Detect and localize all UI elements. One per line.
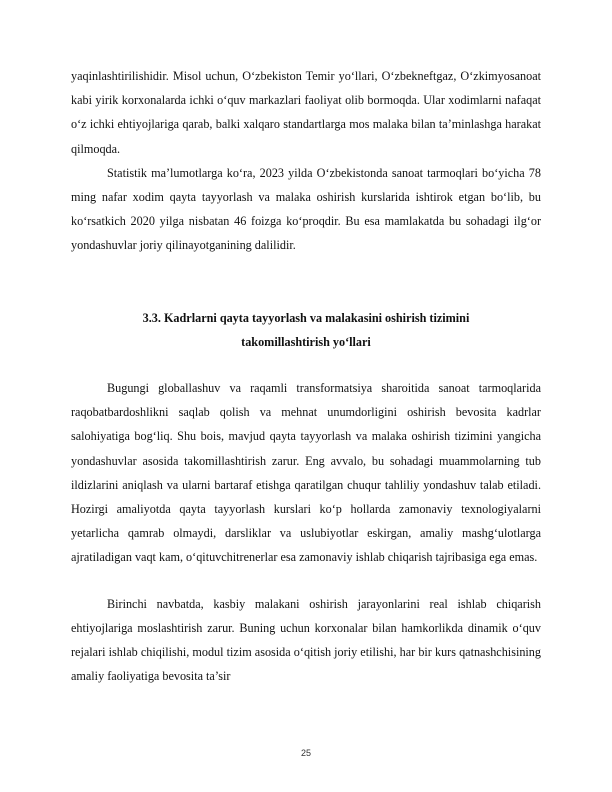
paragraph-first-priority: Birinchi navbatda, kasbiy malakani oshirish jarayonlarini real ishlab chiqarish ehtiyojlariga moslashtirish zarur. Buning uchun korxonalar bilan hamkorlikda dinamik o‘quv rejalari ishlab chiqilishi, modul tizim asosida o‘qitish joriy etilishi, har bir kurs qatnashchisining amaliy faoliyatiga bevosita ta’sir <box>71 596 541 684</box>
section-spacer <box>71 258 541 306</box>
page-content <box>71 64 541 688</box>
paragraph-globalization: Bugungi globallashuv va raqamli transformatsiya sharoitida sanoat tarmoqlarida raqobatbardoshlikni saqlab qolish va mehnat unumdorligini oshirish bevosita kadrlar salohiyatiga bog‘liq. Shu bois, mavjud qayta tayyorlash va malaka oshirish tizimini yangicha yondashuvlar asosida takomillashtirish zarur. Eng avvalo, bu sohadagi muammolarning tub ildizlarini aniqlash va ularni bartaraf etishga qaratilgan chuqur tahliliy yondashuv talab etiladi. Hozirgi amaliyotda qayta tayyorlash kurslari ko‘p hollarda zamonaviy texnologiyalarni yetarlicha qamrab olmaydi, darsliklar va uslubiyotlar eskirgan, amaliy mashg‘ulotlarga ajratiladigan vaqt kam, o‘qituvchitrenerlar esa zamonaviy ishlab chiqarish tajribasiga ega emas. <box>71 381 541 565</box>
section-title-line2: takomillashtirish yo‘llari <box>241 334 371 349</box>
section-title-line1: 3.3. Kadrlarni qayta tayyorlash va malakasini oshirish tizimini <box>142 310 470 325</box>
title-spacer <box>71 354 541 376</box>
section-title <box>71 306 541 354</box>
paragraph-spacer <box>71 570 541 592</box>
page-number: 25 <box>300 748 311 758</box>
paragraph-continued: yaqinlashtirilishidir. Misol uchun, O‘zbekiston Temir yo‘llari, O‘zbekneftgaz, O‘zkimyosanoat kabi yirik korxonalarda ichki o‘quv markazlari faoliyat olib bormoqda. Ular xodimlarni nafaqat o‘z ichki ehtiyojlariga qarab, balki xalqaro standartlarga mos malaka bilan ta’minlashga harakat qilmoqda. <box>71 69 541 156</box>
paragraph-statistics: Statistik ma’lumotlarga ko‘ra, 2023 yilda O‘zbekistonda sanoat tarmoqlari bo‘yicha 78 ming nafar xodim qayta tayyorlash va malaka oshirish kurslarida ishtirok etgan bo‘lib, bu ko‘rsatkich 2020 yilga nisbatan 46 foizga ko‘proqdir. Bu esa mamlakatda bu sohadagi ilg‘or yondashuvlar joriy qilinayotganining dalilidir. <box>71 165 541 253</box>
